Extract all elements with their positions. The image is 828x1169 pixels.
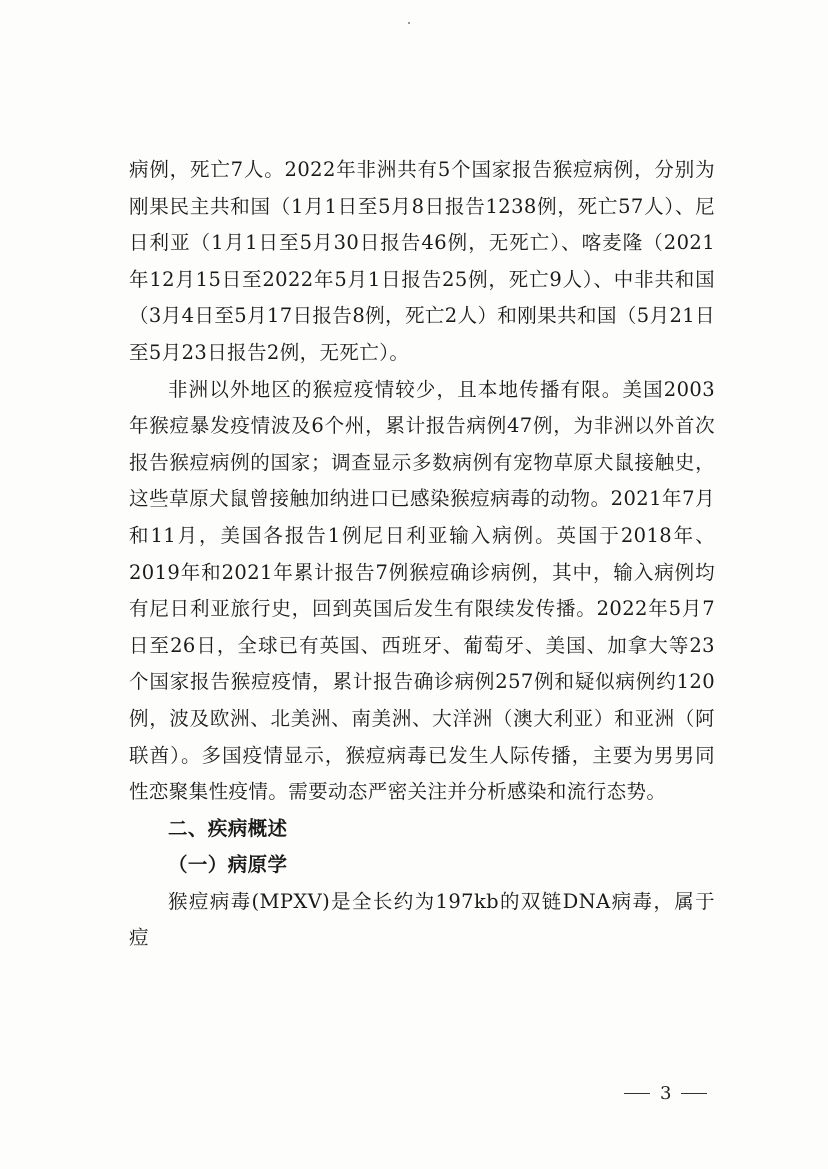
paragraph-case-summary: 病例，死亡7人。2022年非洲共有5个国家报告猴痘病例，分别为刚果民主共和国（1月1日至5月8日报告1238例，死亡57人）、尼日利亚（1月1日至5月30日报告46例，无死亡）、喀麦隆（2021年12月15日至2022年5月1日报告25例，死亡9人）、中非共和国（3月4日至5月17日报告8例，死亡2人）和刚果共和国（5月21日至5月23日报告2例，无死亡）。 (129, 158, 715, 364)
section-heading: 二、疾病概述 (168, 816, 288, 840)
paragraph-outside-africa: 非洲以外地区的猴痘疫情较少，且本地传播有限。美国2003年猴痘暴发疫情波及6个州，累计报告病例47例，为非洲以外首次报告猴痘病例的国家；调查显示多数病例有宠物草原犬鼠接触史，这些草原犬鼠曾接触加纳进口已感染猴痘病毒的动物。2021年7月和11月，美国各报告1例尼日利亚输入病例。英国于2018年、2019年和2021年累计报告7例猴痘确诊病例，其中，输入病例均有尼日利亚旅行史，回到英国后发生有限续发传播。2022年5月7日至26日，全球已有英国、西班牙、葡萄牙、美国、加拿大等23个国家报告猴痘疫情，累计报告确诊病例257例和疑似病例约120例，波及欧洲、北美洲、南美洲、大洋洲（澳大利亚）和亚洲（阿联酋）。多国疫情显示，猴痘病毒已发生人际传播，主要为男男同性恋聚集性疫情。需要动态严密关注并分析感染和流行态势。 (129, 377, 715, 804)
page-footer (624, 1083, 724, 1104)
footer-dash-left (624, 1093, 650, 1094)
paragraph-pathogen: 猴痘病毒(MPXV)是全长约为197kb的双链DNA病毒，属于痘 (129, 889, 715, 950)
footer-dash-right (681, 1093, 707, 1094)
page-number: 3 (660, 1083, 672, 1104)
page-body (129, 152, 715, 957)
scan-artifact-dot (408, 22, 410, 24)
subsection-heading: （一）病原学 (168, 853, 288, 877)
